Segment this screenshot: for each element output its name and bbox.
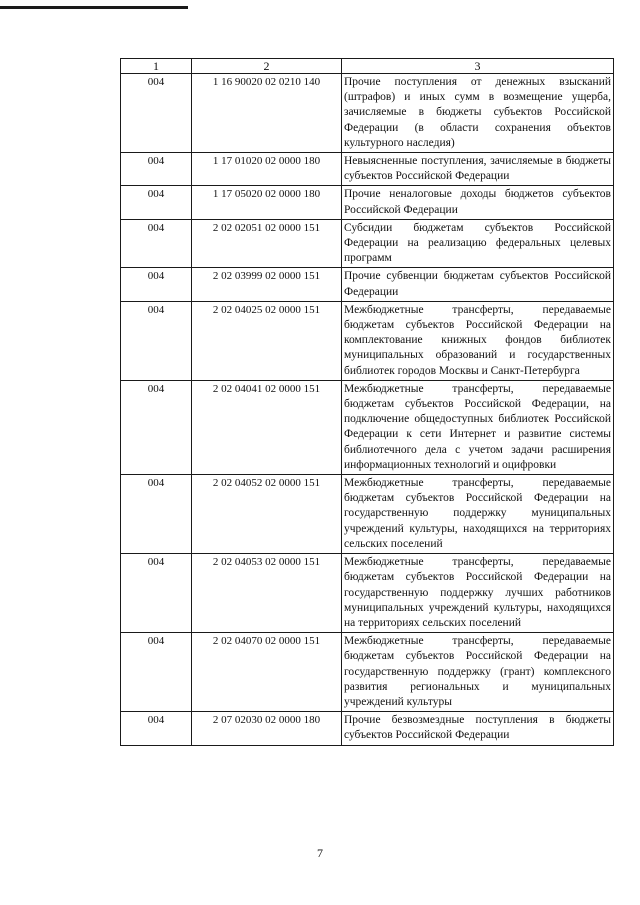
- admin-code-cell: 004: [121, 153, 192, 186]
- kbk-code-cell: 2 02 04052 02 0000 151: [192, 475, 342, 554]
- table-row: [121, 554, 614, 633]
- admin-code-cell: 004: [121, 301, 192, 380]
- table-body: [121, 74, 614, 746]
- table-row: [121, 268, 614, 301]
- table-row: [121, 475, 614, 554]
- revenue-name-cell: Межбюджетные трансферты, передаваемые бюджетам субъектов Российской Федерации на комплектование книжных фондов библиотек муниципальных образований и государственных библиотек городов Москвы и Санкт-Петербурга: [342, 301, 614, 380]
- header-col-1: 1: [121, 59, 192, 74]
- admin-code-cell: 004: [121, 712, 192, 745]
- kbk-code-cell: 2 07 02030 02 0000 180: [192, 712, 342, 745]
- admin-code-cell: 004: [121, 268, 192, 301]
- admin-code-cell: 004: [121, 380, 192, 474]
- header-col-2: 2: [192, 59, 342, 74]
- revenue-name-cell: Прочие поступления от денежных взысканий (штрафов) и иных сумм в возмещение ущерба, зачисляемые в бюджеты субъектов Российской Федерации (в области сохранения объектов культурного наследия): [342, 74, 614, 153]
- header-row: [121, 59, 614, 74]
- kbk-code-cell: 2 02 02051 02 0000 151: [192, 219, 342, 268]
- kbk-code-cell: 2 02 04070 02 0000 151: [192, 633, 342, 712]
- kbk-code-cell: 2 02 04025 02 0000 151: [192, 301, 342, 380]
- kbk-code-cell: 2 02 04053 02 0000 151: [192, 554, 342, 633]
- table-row: [121, 153, 614, 186]
- table-row: [121, 633, 614, 712]
- admin-code-cell: 004: [121, 554, 192, 633]
- table-row: [121, 186, 614, 219]
- admin-code-cell: 004: [121, 219, 192, 268]
- kbk-code-cell: 2 02 03999 02 0000 151: [192, 268, 342, 301]
- revenue-name-cell: Прочие безвозмездные поступления в бюджеты субъектов Российской Федерации: [342, 712, 614, 745]
- kbk-code-cell: 1 17 01020 02 0000 180: [192, 153, 342, 186]
- kbk-code-cell: 2 02 04041 02 0000 151: [192, 380, 342, 474]
- header-col-3: 3: [342, 59, 614, 74]
- revenue-name-cell: Межбюджетные трансферты, передаваемые бюджетам субъектов Российской Федерации на государственную поддержку лучших работников муниципальных учреждений культуры, находящихся на территориях сельских поселений: [342, 554, 614, 633]
- revenue-name-cell: Межбюджетные трансферты, передаваемые бюджетам субъектов Российской Федерации на государственную поддержку (грант) комплексного развития региональных и муниципальных учреждений культуры: [342, 633, 614, 712]
- table-row: [121, 380, 614, 474]
- top-rule: [0, 6, 188, 9]
- table-row: [121, 301, 614, 380]
- table-row: [121, 74, 614, 153]
- admin-code-cell: 004: [121, 74, 192, 153]
- admin-code-cell: 004: [121, 186, 192, 219]
- revenue-name-cell: Прочие субвенции бюджетам субъектов Российской Федерации: [342, 268, 614, 301]
- revenue-name-cell: Невыясненные поступления, зачисляемые в бюджеты субъектов Российской Федерации: [342, 153, 614, 186]
- budget-table: [120, 58, 614, 746]
- revenue-name-cell: Межбюджетные трансферты, передаваемые бюджетам субъектов Российской Федерации, на подключение общедоступных библиотек Российской Федерации к сети Интернет и развитие системы библиотечного дела с учетом задачи расширения информационных технологий и оцифровки: [342, 380, 614, 474]
- table-row: [121, 219, 614, 268]
- page-number: 7: [317, 846, 323, 860]
- revenue-name-cell: Субсидии бюджетам субъектов Российской Федерации на реализацию федеральных целевых программ: [342, 219, 614, 268]
- revenue-name-cell: Межбюджетные трансферты, передаваемые бюджетам субъектов Российской Федерации на государственную поддержку муниципальных учреждений культуры, находящихся на территориях сельских поселений: [342, 475, 614, 554]
- admin-code-cell: 004: [121, 633, 192, 712]
- kbk-code-cell: 1 16 90020 02 0210 140: [192, 74, 342, 153]
- kbk-code-cell: 1 17 05020 02 0000 180: [192, 186, 342, 219]
- table-row: [121, 712, 614, 745]
- admin-code-cell: 004: [121, 475, 192, 554]
- revenue-name-cell: Прочие неналоговые доходы бюджетов субъектов Российской Федерации: [342, 186, 614, 219]
